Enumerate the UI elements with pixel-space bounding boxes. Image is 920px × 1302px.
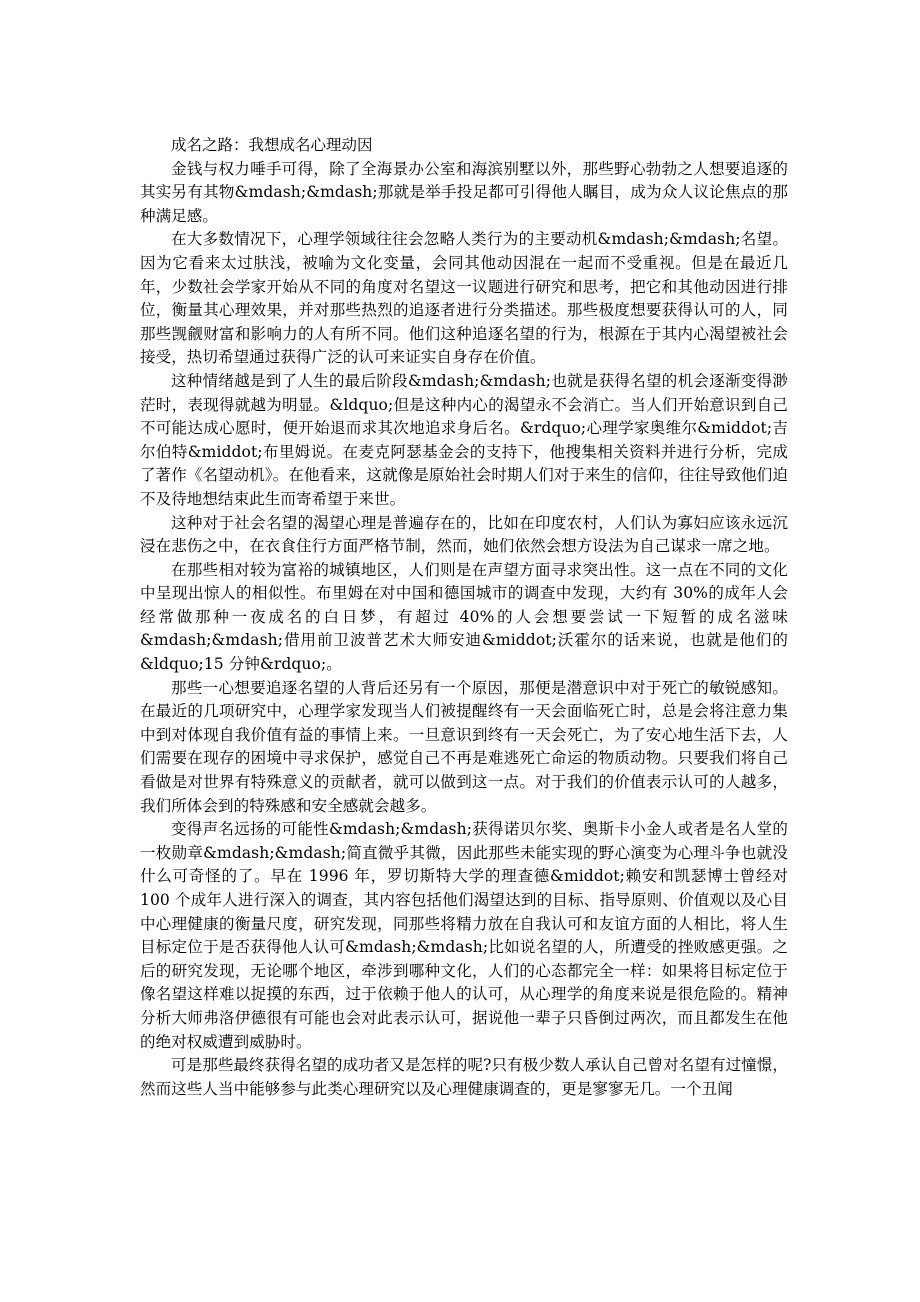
paragraph: 金钱与权力唾手可得，除了全海景办公室和海滨别墅以外，那些野心勃勃之人想要追逐的其实另有其物&mdash;&mdash;那就是举手投足都可引得他人瞩目，成为众人议论焦点的那种满足感。	[140, 159, 788, 225]
paragraph: 那些一心想要追逐名望的人背后还另有一个原因，那便是潜意识中对于死亡的敏锐感知。在最近的几项研究中，心理学家发现当人们被提醒终有一天会面临死亡时，总是会将注意力集中到对体现自我价值有益的事情上来。一旦意识到终有一天会死亡，为了安心地生活下去，人们需要在现存的困境中寻求保护，感觉自己不再是难逃死亡命运的物质动物。只要我们将自己看做是对世界有特殊意义的贡献者，就可以做到这一点。对于我们的价值表示认可的人越多，我们所体会到的特殊感和安全感就会越多。	[140, 678, 788, 815]
paragraph: 在那些相对较为富裕的城镇地区，人们则是在声望方面寻求突出性。这一点在不同的文化中呈现出惊人的相似性。布里姆在对中国和德国城市的调查中发现，大约有 30%的成年人会经常做那种一夜成名的白日梦，有超过 40%的人会想要尝试一下短暂的成名滋味&mdash;&mdash;借用前卫波普艺术大师安迪&middot;沃霍尔的话来说，也就是他们的&ldquo;15 分钟&rdquo;。	[140, 560, 788, 674]
paragraph: 这种对于社会名望的渴望心理是普遍存在的，比如在印度农村，人们认为寡妇应该永远沉浸在悲伤之中，在衣食住行方面严格节制，然而，她们依然会想方设法为自己谋求一席之地。	[140, 513, 788, 556]
paragraph: 可是那些最终获得名望的成功者又是怎样的呢?只有极少数人承认自己曾对名望有过憧憬，然而这些人当中能够参与此类心理研究以及心理健康调查的，更是寥寥无几。一个丑闻	[140, 1056, 788, 1098]
paragraph: 这种情绪越是到了人生的最后阶段&mdash;&mdash;也就是获得名望的机会逐渐变得渺茫时，表现得就越为明显。&ldquo;但是这种内心的渴望永不会消亡。当人们开始意识到自己不可能达成心愿时，便开始退而求其次地追求身后名。&rdquo;心理学家奥维尔&middot;吉尔伯特&middot;布里姆说。在麦克阿瑟基金会的支持下，他搜集相关资料并进行分析，完成了著作《名望动机》。在他看来，这就像是原始社会时期人们对于来生的信仰，往往导致他们迫不及待地想结束此生而寄希望于来世。	[140, 371, 788, 508]
document-title: 成名之路：我想成名心理动因	[171, 136, 373, 154]
paragraph: 变得声名远扬的可能性&mdash;&mdash;获得诺贝尔奖、奥斯卡小金人或者是名人堂的一枚勋章&mdash;&mdash;简直微乎其微，因此那些未能实现的野心演变为心理斗争也就没什么可奇怪的了。早在 1996 年，罗切斯特大学的理查德&middot;赖安和凯瑟博士曾经对 100 个成年人进行深入的调查，其内容包括他们渴望达到的目标、指导原则、价值观以及心目中心理健康的衡量尺度，研究发现，同那些将精力放在自我认可和友谊方面的人相比，将人生目标定位于是否获得他人认可&mdash;&mdash;比如说名望的人，所遭受的挫败感更强。之后的研究发现，无论哪个地区，牵涉到哪种文化，人们的心态都完全一样：如果将目标定位于像名望这样难以捉摸的东西，过于依赖于他人的认可，从心理学的角度来说是很危险的。精神分析大师弗洛伊德很有可能也会对此表示认可，据说他一辈子只昏倒过两次，而且都发生在他的绝对权威遭到威胁时。	[140, 820, 788, 1051]
document-body	[140, 134, 788, 1101]
paragraph: 在大多数情况下，心理学领域往往会忽略人类行为的主要动机&mdash;&mdash;名望。因为它看来太过肤浅，被喻为文化变量，会同其他动因混在一起而不受重视。但是在最近几年，少数社会学家开始从不同的角度对名望这一议题进行研究和思考，把它和其他动因进行排位，衡量其心理效果，并对那些热烈的追逐者进行分类描述。那些极度想要获得认可的人，同那些觊觎财富和影响力的人有所不同。他们这种追逐名望的行为，根源在于其内心渴望被社会接受，热切希望通过获得广泛的认可来证实自身存在价值。	[140, 230, 788, 367]
